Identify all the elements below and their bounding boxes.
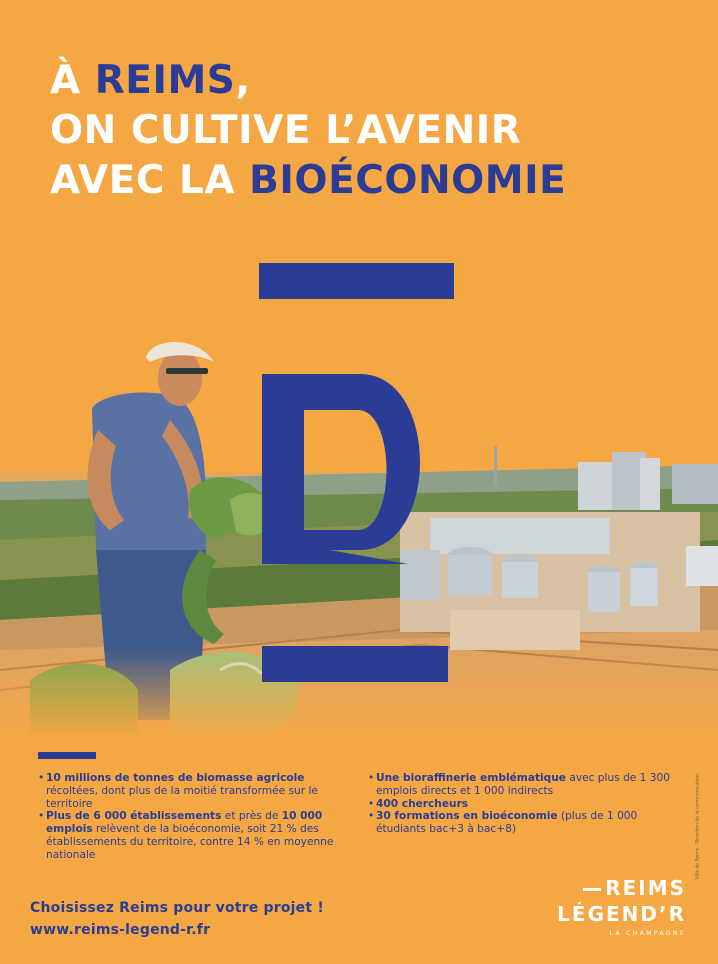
headline-comma: , (235, 58, 251, 103)
credit-text: Ville de Reims - Direction de la communication (695, 774, 701, 880)
fact-text: avec plus de 1 300 emplois directs et 1 000 indirects (376, 772, 671, 797)
headline-line-1 (50, 56, 566, 106)
logo-line-3: LA CHAMPAGNE (609, 930, 686, 937)
headline-bioeconomie: BIOÉCONOMIE (249, 158, 567, 203)
fact-text: et près de (221, 810, 282, 823)
fact-text: récoltées, dont plus de la moitié transformée sur le territoire (46, 784, 318, 810)
logo-dash (583, 888, 601, 891)
fact-item (368, 772, 688, 798)
scene-illustration (0, 250, 718, 740)
fact-item (368, 798, 688, 811)
fact-bold: 10 000 emplois (46, 810, 323, 836)
photo-scene (0, 250, 718, 740)
fact-item (38, 810, 356, 861)
fact-bold: 30 formations en bioéconomie (376, 810, 558, 823)
reims-legendr-logo (536, 876, 692, 952)
headline (50, 56, 566, 206)
accent-dash (38, 752, 96, 759)
fact-item (38, 772, 356, 810)
logo-line-1 (536, 876, 686, 900)
fact-text: relèvent de la bioéconomie, soit 21 % des établissements du territoire, contre 14 % en moyenne nationale (46, 823, 334, 861)
headline-line-3 (50, 156, 566, 206)
logo-line-2: LÉGEND’R (557, 902, 686, 926)
call-to-action: Choisissez Reims pour votre projet ! (30, 900, 324, 916)
fact-bold: 10 millions de tonnes de biomasse agricole (46, 772, 305, 784)
facts-list-right (368, 772, 688, 836)
photo-credit (688, 752, 701, 882)
facts-list-left (38, 772, 356, 862)
headline-line-2: ON CULTIVE L’AVENIR (50, 108, 522, 153)
website-link[interactable]: www.reims-legend-r.fr (30, 922, 211, 938)
fact-bold: Plus de 6 000 établissements (46, 810, 222, 823)
headline-prefix: À (50, 58, 95, 103)
logo-reims: REIMS (605, 876, 686, 900)
fact-bold: Une bioraffinerie emblématique (376, 772, 566, 784)
fact-item (368, 810, 688, 836)
headline-city: REIMS (94, 58, 236, 103)
fact-text: (plus de 1 000 étudiants bac+3 à bac+8) (376, 810, 638, 836)
headline-avec-la: AVEC LA (50, 158, 250, 203)
fact-bold: 400 chercheurs (376, 797, 469, 810)
